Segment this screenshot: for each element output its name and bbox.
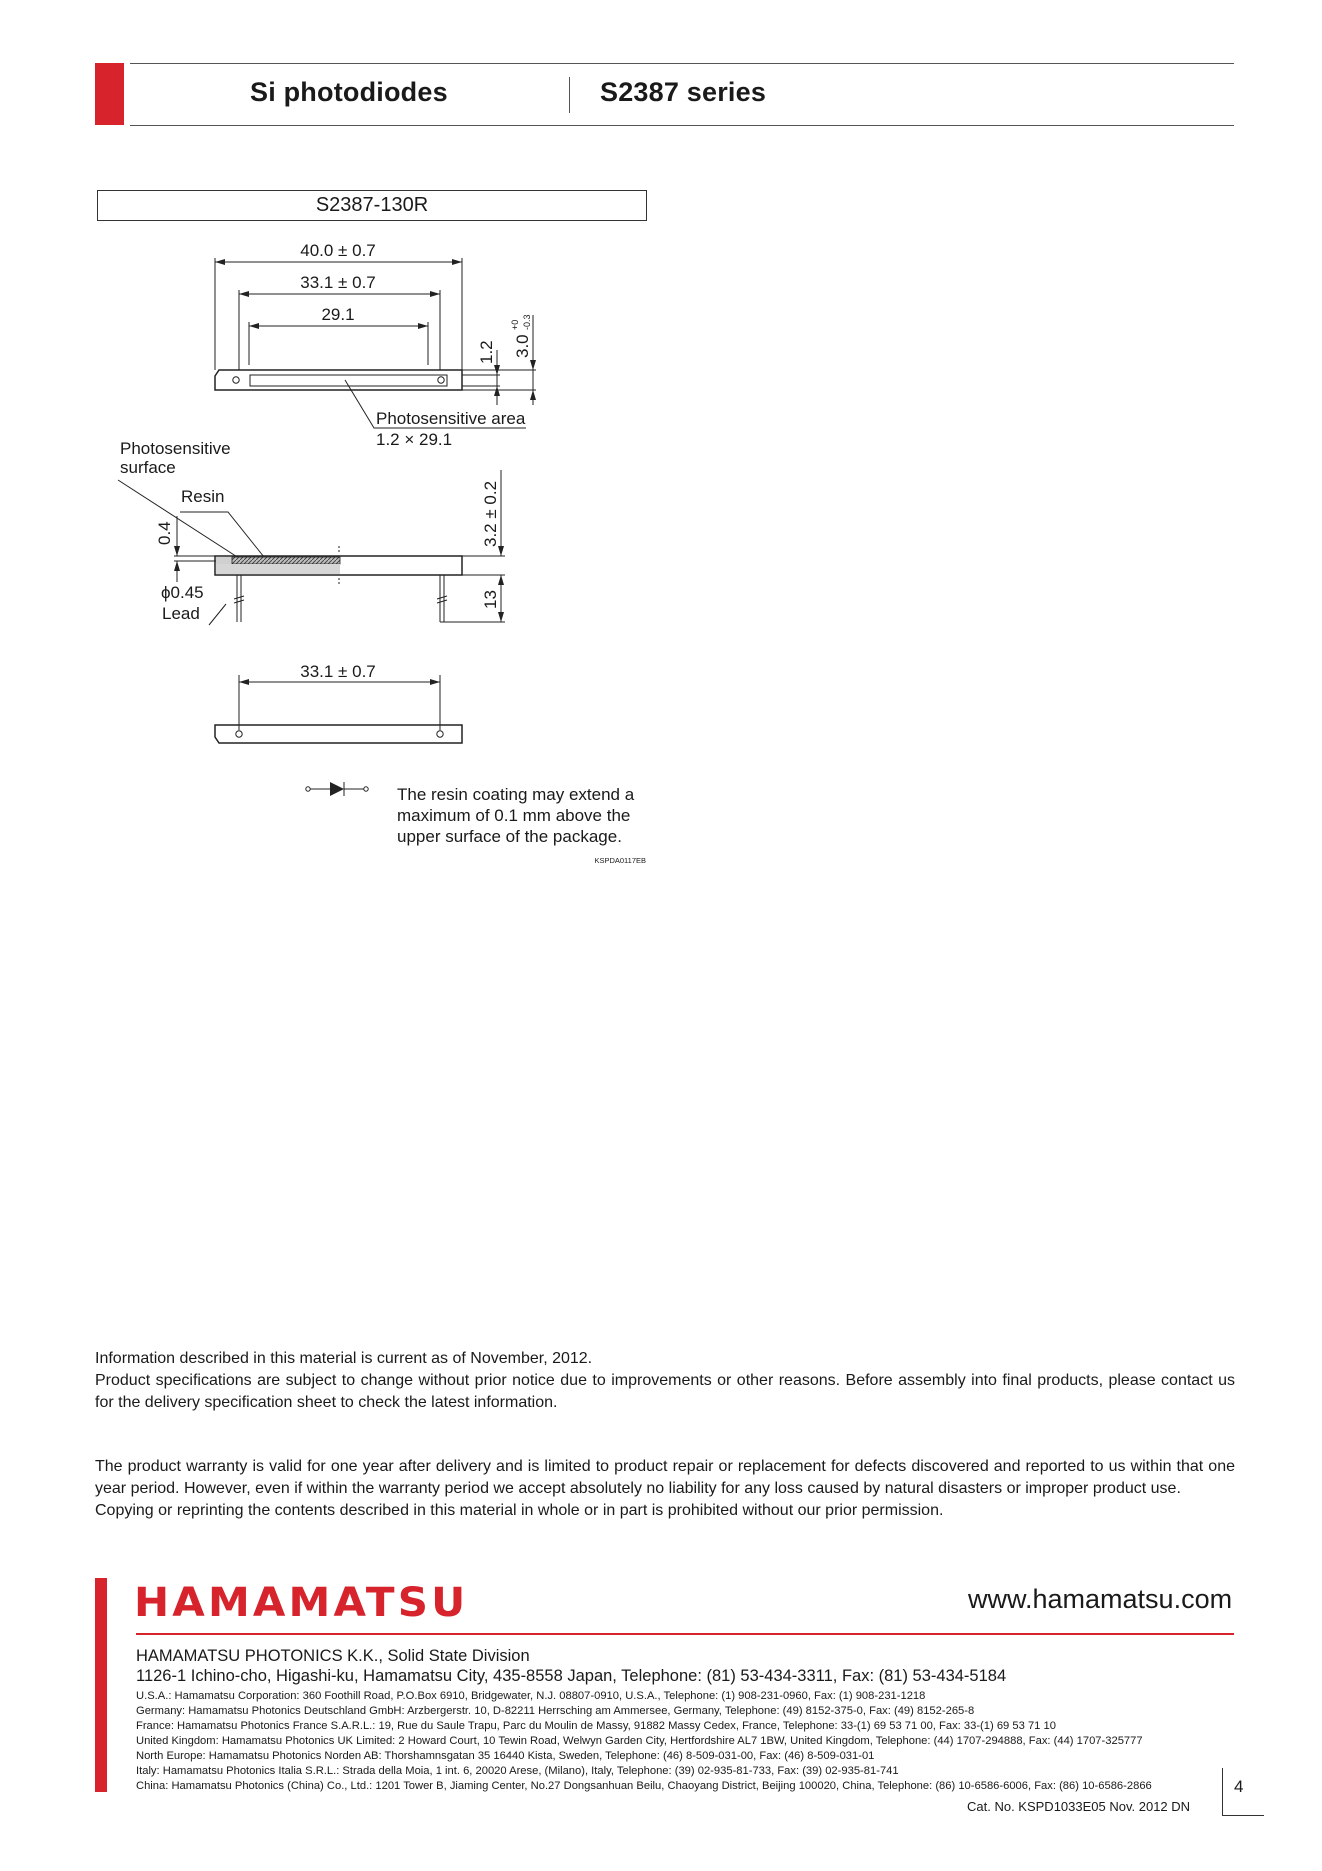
dim-pin-pitch: 33.1 ± 0.7 (300, 273, 376, 292)
catalog-number: Cat. No. KSPD1033E05 Nov. 2012 DN (967, 1799, 1191, 1814)
dim-pin-pitch-bottom: 33.1 ± 0.7 (300, 662, 376, 681)
lead-diameter: ϕ0.45 (161, 583, 204, 602)
page-number: 4 (1234, 1777, 1244, 1796)
dim-height-small: 1.2 (477, 340, 496, 364)
dim-height-tolerance-lower: -0.3 (522, 314, 532, 330)
resin-region (232, 557, 340, 564)
page-number-frame-horizontal (1222, 1815, 1264, 1816)
lead-label: Lead (162, 604, 200, 623)
notice-date-line: Information described in this material is current as of November, 2012. (95, 1350, 593, 1367)
office-italy: Italy: Hamamatsu Photonics Italia S.R.L.: Strada della Moia, 1 int. 6, 20020 Arese, (Milano), Italy, Telephone: (39) 02-935-81-733, Fax: (39) 02-935-81-741 (136, 1765, 899, 1777)
photosensitive-area-size: 1.2 × 29.1 (376, 430, 453, 449)
office-china: China: Hamamatsu Photonics (China) Co., Ltd.: 1201 Tower B, Jiaming Center, No.27 Dongsanhuan Beilu, Chaoyang District, Beijing 100020, China, Telephone: (86) 10-6586-6006, Fax: (86) 10-6586-2866 (136, 1780, 1152, 1792)
header-product-series: S2387 series (600, 77, 767, 107)
office-usa: U.S.A.: Hamamatsu Corporation: 360 Foothill Road, P.O.Box 6910, Bridgewater, N.J. 08807-0910, U.S.A., Telephone: (1) 908-231-0960, Fax: (1) 908-231-1218 (136, 1690, 926, 1702)
footer-company-name: HAMAMATSU PHOTONICS K.K., Solid State Division (136, 1647, 530, 1665)
footer-accent-bar (95, 1578, 107, 1792)
warranty-notice (95, 1456, 1235, 1522)
dim-lead-length: 13 (481, 590, 500, 609)
dim-package-thickness: 3.2 ± 0.2 (481, 480, 500, 547)
drawing-title: S2387-130R (315, 194, 429, 216)
notice-warranty: The product warranty is valid for one year after delivery and is limited to product repair or replacement for defects discovered and reported to us within that one year period. However, even if within the warranty period we accept absolutely no liability for any loss caused by natural disasters or improper product use. (95, 1458, 1235, 1497)
photosensitive-area-label: Photosensitive area (376, 409, 526, 428)
drawing-code: KSPDA0117EB (594, 856, 646, 865)
website-link[interactable]: www.hamamatsu.com (968, 1584, 1233, 1614)
notice-copyright: Copying or reprinting the contents described in this material in whole or in part is prohibited without our prior permission. (95, 1502, 944, 1519)
dim-total-width: 40.0 ± 0.7 (300, 241, 376, 260)
office-uk: United Kingdom: Hamamatsu Photonics UK Limited: 2 Howard Court, 10 Tewin Road, Welwyn Garden City, Hertfordshire AL7 1BW, United Kingdom, Telephone: (44) 1707-294888, Fax: (44) 1707-325777 (136, 1735, 1143, 1747)
current-info-notice (95, 1348, 1235, 1414)
office-germany: Germany: Hamamatsu Photonics Deutschland GmbH: Arzbergerstr. 10, D-82211 Herrsching am Ammersee, Germany, Telephone: (49) 8152-375-0, Fax: (49) 8152-265-8 (136, 1705, 975, 1717)
dim-active-length: 29.1 (321, 305, 355, 324)
resin-note-line-3: upper surface of the package. (397, 827, 622, 846)
resin-note-line-1: The resin coating may extend a (397, 785, 635, 804)
resin-label: Resin (181, 487, 225, 506)
notice-specification-change: Product specifications are subject to change without prior notice due to improvements or other reasons. Before assembly into final products, please contact us for the delivery specification sheet to check the latest information. (95, 1372, 1235, 1411)
dim-height-tolerance-upper: +0 (510, 319, 520, 330)
resin-note-line-2: maximum of 0.1 mm above the (397, 806, 631, 825)
office-france: France: Hamamatsu Photonics France S.A.R.L.: 19, Rue du Saule Trapu, Parc du Moulin de Massy, 91882 Massy Cedex, France, Telephone: 33-(1) 69 53 71 00, Fax: 33-(1) 69 53 71 10 (136, 1720, 1056, 1732)
hamamatsu-logo: HAMAMATSU (134, 1580, 469, 1626)
office-north-europe: North Europe: Hamamatsu Photonics Norden AB: Thorshamnsgatan 35 16440 Kista, Sweden, Telephone: (46) 8-509-031-00, Fax: (46) 8-509-031-01 (136, 1750, 875, 1762)
dimensional-outline-drawing (0, 0, 700, 880)
photosensitive-surface-label-2: surface (120, 458, 176, 477)
photosensitive-surface-label: Photosensitive (120, 439, 231, 458)
page-number-frame-vertical (1222, 1768, 1223, 1815)
footer-rule (136, 1633, 1234, 1635)
dim-resin-depth: 0.4 (155, 521, 174, 545)
footer-company-address: 1126-1 Ichino-cho, Higashi-ku, Hamamatsu City, 435-8558 Japan, Telephone: (81) 53-434-3311, Fax: (81) 53-434-5184 (136, 1667, 1007, 1685)
header-product-category: Si photodiodes (250, 77, 448, 107)
dim-height-total: 3.0 (513, 334, 532, 358)
